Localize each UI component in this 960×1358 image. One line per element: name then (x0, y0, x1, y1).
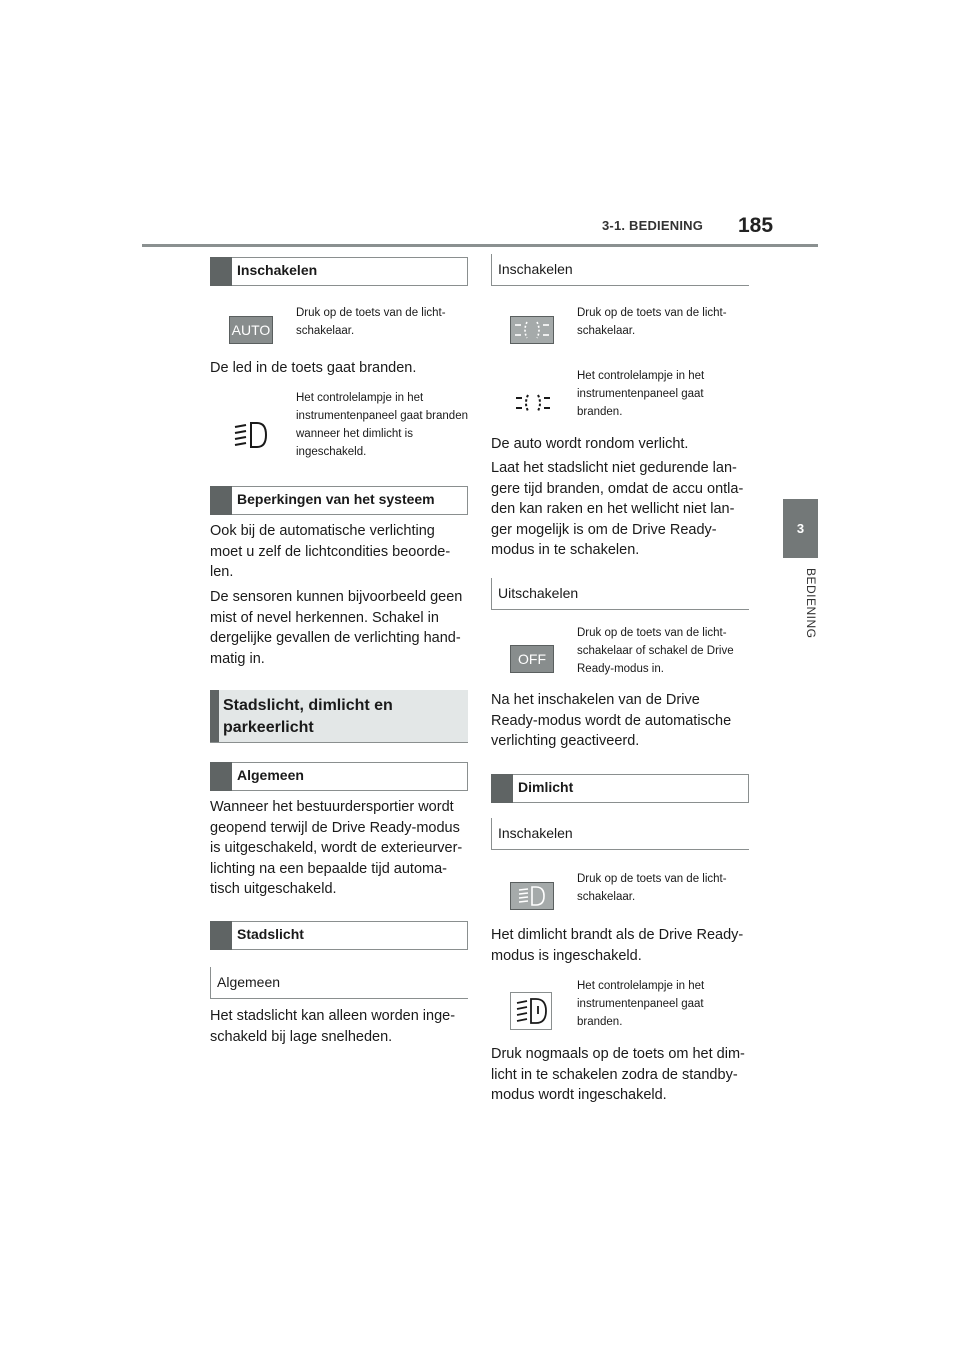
beperkingen-paragraph-1: Ook bij de automatische verlichting moet u zelf de lichtcondities beoorde-len. (210, 523, 451, 580)
heading-stadslicht: Stadslicht (210, 921, 468, 950)
header-rule (142, 244, 818, 247)
subheading-inschakelen-dimlicht: Inschakelen (491, 818, 749, 850)
heading-stadslicht-dimlicht: Stadslicht, dimlicht en parkeerlicht (210, 690, 468, 743)
heading-inschakelen: Inschakelen (210, 257, 468, 286)
dimlicht-brandt-paragraph: Het dimlicht brandt als de Drive Ready-modus is ingeschakeld. (491, 927, 744, 964)
low-beam-indicator-icon (233, 420, 269, 450)
auto-key-description: Druk op de toets van de licht-schakelaar. (296, 307, 446, 337)
algemeen-paragraph: Wanneer het bestuurdersportier wordt geopend terwijl de Drive Ready-modus is uitgeschakeld, wordt de exterieurver-lichting na een bepaalde tijd automa-tisch uitgeschakeld. (210, 799, 463, 897)
subheading-algemeen: Algemeen (210, 967, 468, 999)
parking-light-indicator-icon (514, 393, 552, 413)
nogmaals-paragraph: Druk nogmaals op de toets om het dim-licht in te schakelen zodra de standby-modus wordt ingeschakeld. (491, 1046, 745, 1103)
page-number: 185 (738, 214, 774, 237)
off-key-icon (510, 645, 554, 673)
off-key-description: Druk op de toets van de licht-schakelaar of schakel de Drive Ready-modus in. (577, 627, 734, 675)
auto-key-icon (229, 316, 273, 344)
na-inschakelen-paragraph: Na het inschakelen van de Drive Ready-modus wordt de automatische verlichting geactiveerd. (491, 692, 732, 749)
auto-key-label: AUTO (231, 322, 271, 338)
low-beam-key-icon (510, 882, 554, 910)
low-beam-lamp-description: Het controlelampje in het instrumentenpaneel gaat branden wanneer het dimlicht is ingeschakeld. (296, 392, 468, 458)
off-key-label: OFF (518, 651, 546, 667)
parking-light-key-icon (510, 316, 554, 344)
verlicht-paragraph: De auto wordt rondom verlicht. (491, 436, 689, 452)
subheading-inschakelen: Inschakelen (491, 254, 749, 286)
accu-paragraph: Laat het stadslicht niet gedurende lan-gere tijd branden, omdat de accu ontla-den kan raken en het wellicht niet lan-ger mogelijk is om de Drive Ready-modus in te schakelen. (491, 460, 744, 558)
low-beam-lamp-description-right: Het controlelampje in het instrumentenpaneel gaat branden. (577, 980, 705, 1028)
heading-algemeen: Algemeen (210, 762, 468, 791)
stadslicht-paragraph: Het stadslicht kan alleen worden inge-schakeld bij lage snelheden. (210, 1008, 456, 1045)
chapter-tab: 3 (783, 499, 818, 558)
led-text: De led in de toets gaat branden. (210, 360, 417, 376)
heading-dimlicht: Dimlicht (491, 774, 749, 803)
heading-beperkingen: Beperkingen van het systeem (210, 486, 468, 515)
beperkingen-paragraph-2: De sensoren kunnen bijvoorbeeld geen mist of nevel herkennen. Schakel in dergelijke gevallen de verlichting hand-matig in. (210, 589, 463, 667)
chapter-label: BEDIENING (804, 568, 818, 639)
low-beam-lamp-icon (510, 992, 552, 1030)
subheading-uitschakelen: Uitschakelen (491, 578, 749, 610)
section-title: 3-1. BEDIENING (602, 218, 704, 233)
parking-light-lamp-description: Het controlelampje in het instrumentenpaneel gaat branden. (577, 370, 705, 418)
low-beam-key-description: Druk op de toets van de licht-schakelaar. (577, 873, 727, 903)
parking-light-key-description: Druk op de toets van de licht-schakelaar. (577, 307, 727, 337)
